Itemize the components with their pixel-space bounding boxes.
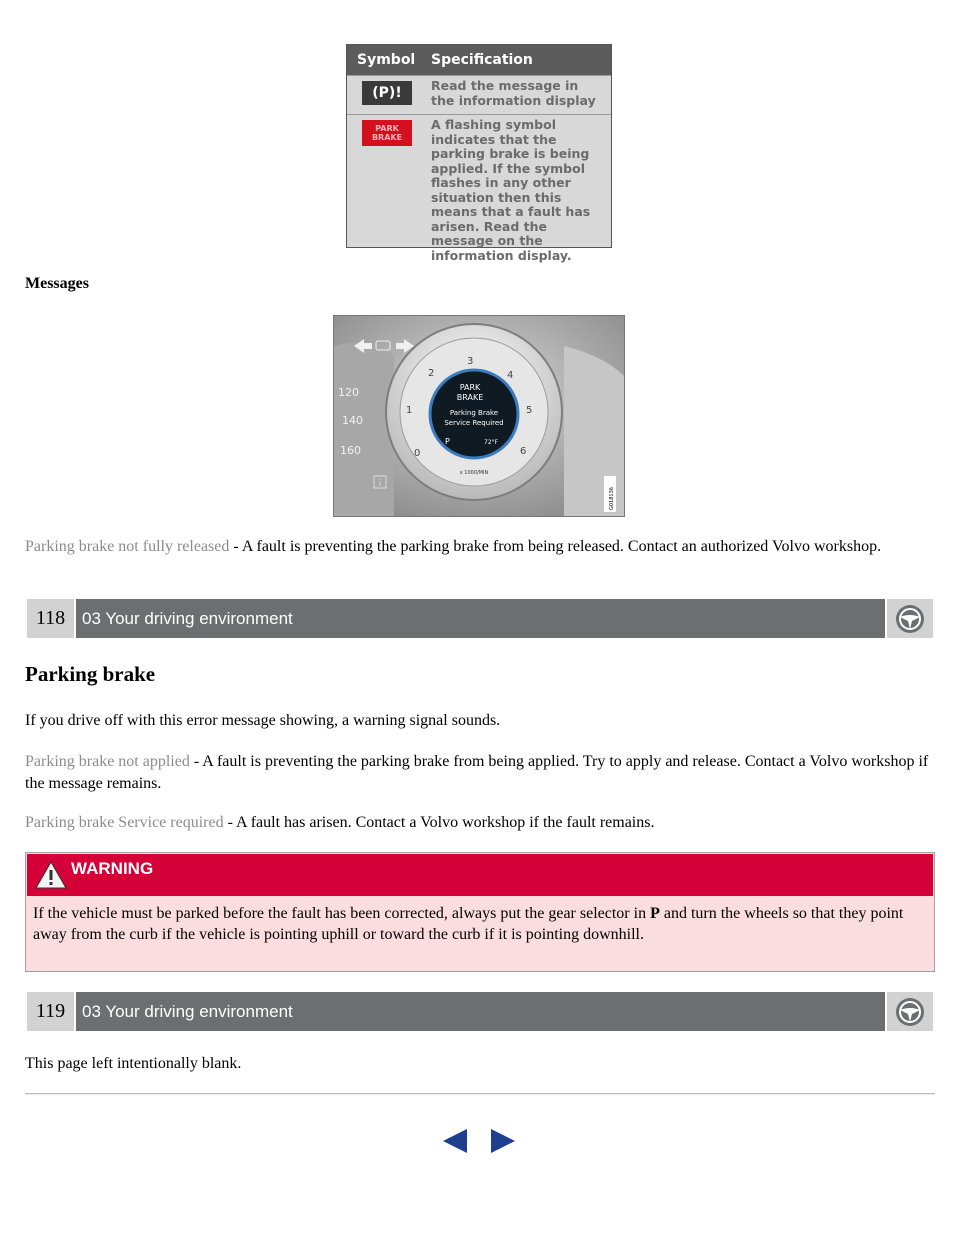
spec-text: Read the message in the information display: [431, 78, 596, 108]
warning-text-part2: and turn the wheels so that they point away from the curb if the vehicle is pointing uphill or toward the curb if it is pointing downhill.: [33, 905, 904, 943]
prev-arrow-icon[interactable]: [440, 1126, 470, 1156]
dash-tick-4: 4: [507, 370, 514, 381]
steering-wheel-icon: [887, 599, 933, 638]
dash-speed-120: 120: [338, 386, 359, 399]
page-number: 118: [27, 599, 74, 638]
park-brake-icon-line1: PARK: [375, 124, 399, 133]
p-exclamation-icon: (P)!: [362, 81, 412, 105]
next-arrow-icon[interactable]: [488, 1126, 518, 1156]
section-title: 03 Your driving environment: [76, 992, 885, 1031]
dash-tick-5: 5: [526, 405, 533, 416]
dash-tick-2: 2: [428, 368, 435, 379]
messages-label: Messages: [25, 275, 89, 292]
divider: [25, 1093, 935, 1095]
page-heading: Parking brake: [25, 662, 156, 686]
warning-label: WARNING: [71, 859, 154, 878]
dash-speed-140: 140: [342, 414, 363, 427]
dashboard-image: [333, 315, 625, 517]
paragraph-not-applied: [25, 751, 935, 795]
table-row: [347, 75, 611, 114]
paragraph-text: - A fault is preventing the parking brake from being released. Contact an authorized Volvo workshop.: [229, 538, 882, 555]
section-bar-119: [27, 992, 933, 1031]
warning-text-part1: If the vehicle must be parked before the fault has been corrected, always put the gear selector in: [33, 905, 651, 922]
section-title: 03 Your driving environment: [76, 599, 885, 638]
message-highlight: Parking brake Service required: [25, 814, 224, 831]
dash-display-line4: Service Required: [444, 419, 504, 427]
warning-text: [26, 897, 934, 945]
paragraph-warning-signal: If you drive off with this error message showing, a warning signal sounds.: [25, 712, 501, 729]
message-highlight: Parking brake not fully released: [25, 538, 230, 555]
paragraph-blank-page: This page left intentionally blank.: [25, 1055, 242, 1072]
dash-display-line2: BRAKE: [456, 393, 484, 402]
message-highlight: Parking brake not applied: [25, 753, 190, 770]
dash-tick-3: 3: [467, 356, 474, 367]
warning-box: [25, 852, 935, 972]
header-specification: Specification: [431, 52, 533, 68]
dash-image-code: G018136: [609, 487, 615, 510]
symbol-table: [346, 44, 612, 263]
park-brake-icon-line2: BRAKE: [371, 133, 403, 142]
paragraph-not-released: [25, 536, 935, 558]
spec-text: A flashing symbol indicates that the parking brake is being applied. If the symbol flashes in any other situation then this means that a fault has arisen. Read the message on the information display.: [431, 117, 591, 263]
dash-display-line1: PARK: [459, 383, 481, 392]
dash-tick-6: 6: [520, 446, 527, 457]
dash-tick-1: 1: [406, 405, 413, 416]
dash-tick-0: 0: [414, 448, 421, 459]
warning-gear-p: P: [650, 905, 660, 922]
steering-wheel-icon: [887, 992, 933, 1031]
warning-triangle-icon: [31, 855, 71, 895]
svg-text:i: i: [378, 479, 382, 489]
paragraph-service-required: [25, 812, 935, 834]
paragraph-text: - A fault has arisen. Contact a Volvo workshop if the fault remains.: [223, 814, 655, 831]
symbol-table-header: [347, 45, 611, 75]
dash-speed-160: 160: [340, 444, 361, 457]
table-row: [347, 114, 611, 263]
park-brake-icon: [362, 120, 412, 146]
dash-rpm-label: x 1000/MIN: [459, 470, 489, 476]
dash-temperature: 72°F: [484, 439, 499, 446]
paragraph-text: - A fault is preventing the parking brake from being applied. Try to apply and release. Contact a Volvo workshop if the message remains.: [25, 753, 929, 792]
section-bar-118: [27, 599, 933, 638]
header-symbol: Symbol: [357, 52, 416, 68]
page-number: 119: [27, 992, 74, 1031]
dash-gear: P: [445, 437, 450, 446]
warning-header: [27, 854, 933, 896]
dash-display-line3: Parking Brake: [449, 409, 499, 417]
